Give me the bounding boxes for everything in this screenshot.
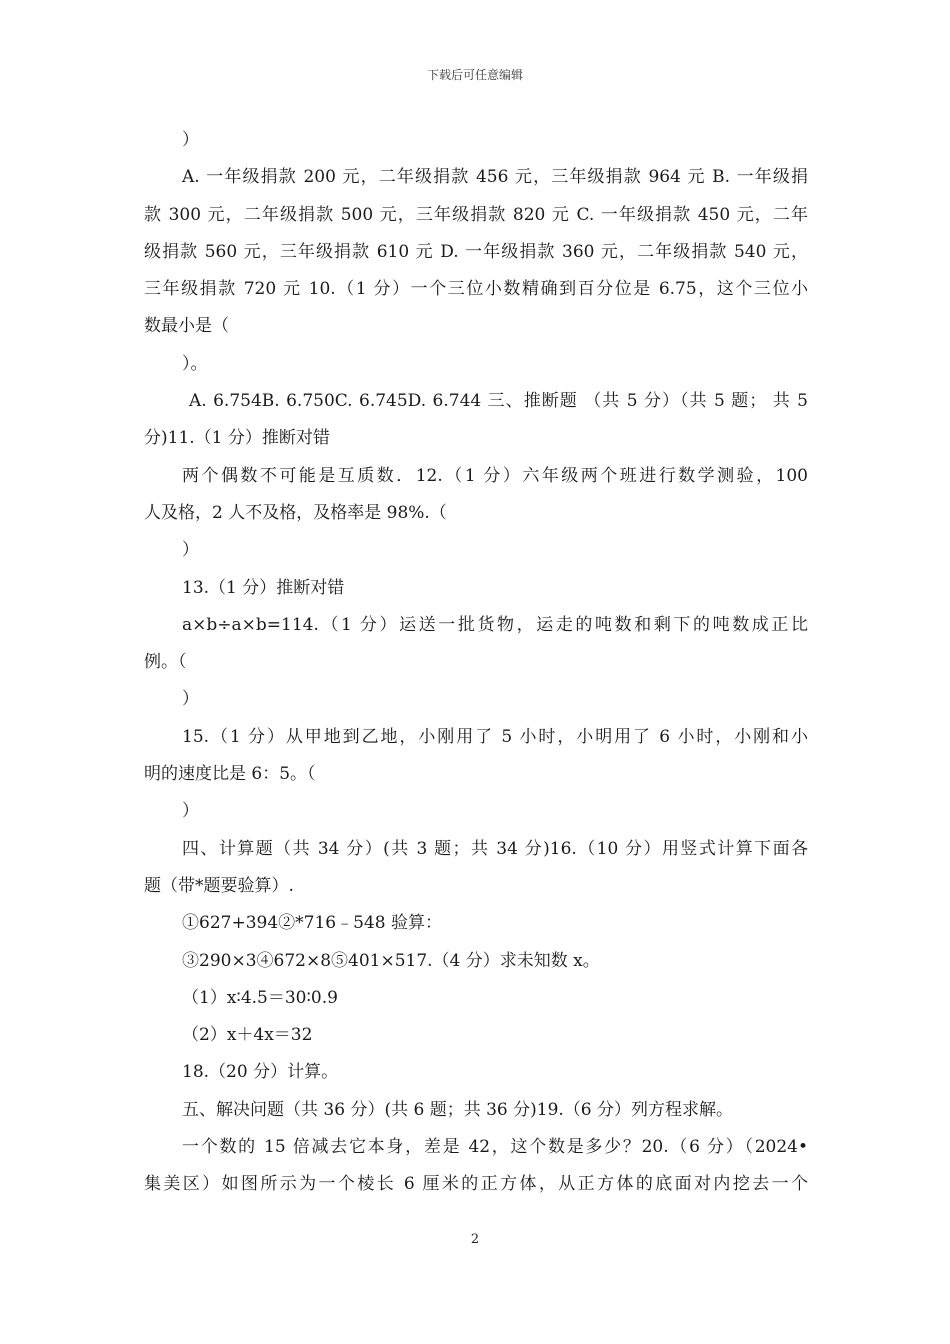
text-line: ①627+394②*716﹣548 验算：: [182, 913, 442, 934]
text-line: 18.（20 分）计算。: [182, 1062, 339, 1083]
text-line: 五、解决问题（共 36 分）(共 6 题；共 36 分)19.（6 分）列方程求解。: [182, 1099, 734, 1120]
text-line: 款 300 元，二年级捐款 500 元，三年级捐款 820 元 C. 一年级捐款 450 元，二年: [144, 204, 808, 225]
text-line: 例。（: [144, 652, 187, 673]
text-line: 三年级捐款 720 元 10.（1 分）一个三位小数精确到百分位是 6.75，这个三位小: [144, 279, 808, 300]
text-line: 一个数的 15 倍减去它本身，差是 42，这个数是多少？20.（6 分）（2024•: [182, 1137, 808, 1158]
document-body: [144, 122, 808, 1204]
text-line: 明的速度比是 6：5。（: [144, 764, 316, 785]
text-line: 人及格，2 人不及格，及格率是 98%.（: [144, 502, 447, 523]
text-line: 题（带*题要验算）.: [144, 875, 294, 896]
text-line: A. 一年级捐款 200 元，二年级捐款 456 元，三年级捐款 964 元 B. 一年级捐: [182, 167, 808, 188]
text-line: 13.（1 分）推断对错: [182, 577, 345, 598]
text-line: ）: [182, 801, 199, 822]
text-line: ）: [182, 689, 199, 710]
page-header: 下载后可任意编辑: [426, 68, 523, 82]
text-line: （1）x∶4.5＝30∶0.9: [182, 987, 338, 1008]
text-line: A. 6.754B. 6.750C. 6.745D. 6.744 三、推断题 （共 5 分）（共 5 题； 共 5: [189, 391, 808, 412]
text-line: 15.（1 分）从甲地到乙地，小刚用了 5 小时，小明用了 6 小时，小刚和小: [182, 726, 808, 747]
text-line: 分)11.（1 分）推断对错: [144, 428, 330, 449]
text-line: 集美区）如图所示为一个棱长 6 厘米的正方体，从正方体的底面对内挖去一个: [144, 1174, 808, 1195]
text-line: a×b÷a×b=114.（1 分）运送一批货物，运走的吨数和剩下的吨数成正比: [182, 614, 808, 635]
text-line: ）: [182, 130, 199, 150]
text-line: 级捐款 560 元，三年级捐款 610 元 D. 一年级捐款 360 元，二年级捐款 540 元，: [144, 241, 808, 262]
text-line: ）。: [182, 353, 208, 374]
text-line: 数最小是（: [144, 316, 229, 337]
text-line: （2）x＋4x＝32: [182, 1025, 313, 1046]
text-line: ③290×3④672×8⑤401×517.（4 分）求未知数 x。: [182, 950, 600, 971]
text-line: 两个偶数不可能是互质数．12.（1 分）六年级两个班进行数学测验，100: [182, 465, 808, 486]
text-line: 四、计算题（共 34 分）(共 3 题；共 34 分)16.（10 分）用竖式计算下面各: [182, 838, 808, 859]
text-line: ）: [182, 540, 199, 561]
page-number: 2: [470, 1232, 480, 1247]
